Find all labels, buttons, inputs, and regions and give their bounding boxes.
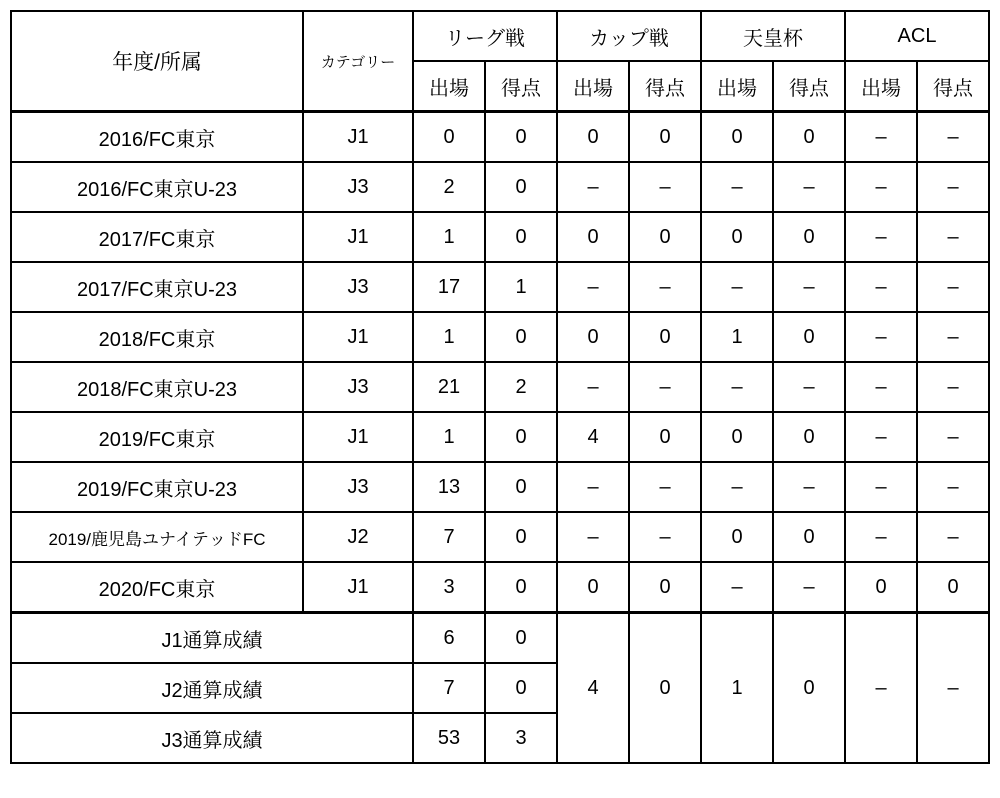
season-league-goals: 0 xyxy=(485,112,557,163)
season-row xyxy=(11,512,989,562)
season-row xyxy=(11,112,989,163)
season-acl-apps: – xyxy=(845,112,917,163)
season-team: 2017/FC東京U-23 xyxy=(11,262,303,312)
season-cup-apps: – xyxy=(557,162,629,212)
total-label: J3通算成績 xyxy=(11,713,413,763)
season-cup-goals: 0 xyxy=(629,112,701,163)
season-cup-apps: 0 xyxy=(557,562,629,613)
header-goals: 得点 xyxy=(485,61,557,112)
season-category: J1 xyxy=(303,112,413,163)
season-league-goals: 2 xyxy=(485,362,557,412)
season-league-goals: 0 xyxy=(485,162,557,212)
season-row xyxy=(11,562,989,613)
season-emperors-goals: – xyxy=(773,462,845,512)
season-category: J2 xyxy=(303,512,413,562)
season-acl-apps: – xyxy=(845,512,917,562)
season-acl-apps: – xyxy=(845,412,917,462)
season-acl-apps: – xyxy=(845,262,917,312)
season-category: J3 xyxy=(303,462,413,512)
season-cup-goals: 0 xyxy=(629,562,701,613)
season-cup-goals: – xyxy=(629,362,701,412)
season-row xyxy=(11,412,989,462)
season-league-goals: 0 xyxy=(485,412,557,462)
season-league-goals: 0 xyxy=(485,512,557,562)
season-league-goals: 0 xyxy=(485,212,557,262)
season-acl-apps: – xyxy=(845,312,917,362)
season-cup-apps: – xyxy=(557,262,629,312)
season-cup-apps: – xyxy=(557,462,629,512)
total-league-goals: 0 xyxy=(485,613,557,664)
total-acl-apps: – xyxy=(845,613,917,764)
season-team: 2018/FC東京U-23 xyxy=(11,362,303,412)
season-league-apps: 0 xyxy=(413,112,485,163)
season-acl-apps: 0 xyxy=(845,562,917,613)
season-acl-goals: – xyxy=(917,162,989,212)
season-emperors-apps: – xyxy=(701,362,773,412)
season-category: J1 xyxy=(303,312,413,362)
header-goals: 得点 xyxy=(917,61,989,112)
season-league-apps: 13 xyxy=(413,462,485,512)
season-row xyxy=(11,212,989,262)
total-league-goals: 3 xyxy=(485,713,557,763)
header-apps: 出場 xyxy=(701,61,773,112)
season-emperors-apps: – xyxy=(701,162,773,212)
season-acl-apps: – xyxy=(845,162,917,212)
season-cup-apps: 4 xyxy=(557,412,629,462)
season-row xyxy=(11,162,989,212)
total-emperors-apps: 1 xyxy=(701,613,773,764)
season-emperors-goals: 0 xyxy=(773,412,845,462)
season-league-apps: 21 xyxy=(413,362,485,412)
season-acl-goals: – xyxy=(917,212,989,262)
season-category: J3 xyxy=(303,362,413,412)
season-acl-goals: – xyxy=(917,362,989,412)
season-acl-goals: – xyxy=(917,112,989,163)
season-cup-apps: – xyxy=(557,362,629,412)
header-category: カテゴリー xyxy=(303,11,413,112)
header-apps: 出場 xyxy=(413,61,485,112)
season-league-goals: 0 xyxy=(485,562,557,613)
season-emperors-apps: 0 xyxy=(701,412,773,462)
season-team: 2016/FC東京 xyxy=(11,112,303,163)
season-cup-goals: – xyxy=(629,262,701,312)
season-cup-apps: – xyxy=(557,512,629,562)
season-team: 2020/FC東京 xyxy=(11,562,303,613)
header-goals: 得点 xyxy=(773,61,845,112)
season-cup-goals: 0 xyxy=(629,412,701,462)
season-emperors-goals: 0 xyxy=(773,112,845,163)
season-emperors-apps: – xyxy=(701,462,773,512)
season-league-goals: 0 xyxy=(485,312,557,362)
season-emperors-goals: – xyxy=(773,362,845,412)
season-emperors-goals: 0 xyxy=(773,512,845,562)
player-stats-table xyxy=(10,10,990,764)
season-team: 2016/FC東京U-23 xyxy=(11,162,303,212)
season-emperors-apps: – xyxy=(701,262,773,312)
total-label: J2通算成績 xyxy=(11,663,413,713)
season-row xyxy=(11,262,989,312)
season-team: 2019/鹿児島ユナイテッドFC xyxy=(11,512,303,562)
season-league-apps: 1 xyxy=(413,212,485,262)
season-row xyxy=(11,312,989,362)
season-cup-goals: 0 xyxy=(629,312,701,362)
season-rows xyxy=(11,112,989,613)
header-emperors-cup: 天皇杯 xyxy=(701,11,845,61)
season-acl-apps: – xyxy=(845,462,917,512)
season-cup-apps: 0 xyxy=(557,312,629,362)
total-cup-goals: 0 xyxy=(629,613,701,764)
season-acl-goals: – xyxy=(917,512,989,562)
season-team: 2017/FC東京 xyxy=(11,212,303,262)
season-row xyxy=(11,462,989,512)
total-emperors-goals: 0 xyxy=(773,613,845,764)
season-acl-apps: – xyxy=(845,362,917,412)
total-league-apps: 7 xyxy=(413,663,485,713)
season-category: J1 xyxy=(303,212,413,262)
season-cup-goals: – xyxy=(629,162,701,212)
season-emperors-apps: 0 xyxy=(701,212,773,262)
season-league-apps: 7 xyxy=(413,512,485,562)
season-row xyxy=(11,362,989,412)
season-acl-goals: – xyxy=(917,262,989,312)
totals-rows xyxy=(11,613,989,764)
total-acl-goals: – xyxy=(917,613,989,764)
season-emperors-goals: – xyxy=(773,262,845,312)
season-emperors-apps: – xyxy=(701,562,773,613)
season-cup-apps: 0 xyxy=(557,112,629,163)
season-emperors-goals: – xyxy=(773,562,845,613)
total-league-apps: 53 xyxy=(413,713,485,763)
season-acl-goals: 0 xyxy=(917,562,989,613)
season-emperors-apps: 0 xyxy=(701,112,773,163)
header-acl: ACL xyxy=(845,11,989,61)
season-league-apps: 1 xyxy=(413,412,485,462)
season-category: J1 xyxy=(303,412,413,462)
season-league-apps: 3 xyxy=(413,562,485,613)
header-row-1 xyxy=(11,11,989,61)
season-emperors-apps: 1 xyxy=(701,312,773,362)
season-league-apps: 17 xyxy=(413,262,485,312)
header-apps: 出場 xyxy=(845,61,917,112)
season-category: J3 xyxy=(303,262,413,312)
season-league-apps: 2 xyxy=(413,162,485,212)
season-team: 2018/FC東京 xyxy=(11,312,303,362)
season-category: J1 xyxy=(303,562,413,613)
stats-table-container xyxy=(10,10,990,764)
season-league-apps: 1 xyxy=(413,312,485,362)
total-league-apps: 6 xyxy=(413,613,485,664)
total-league-goals: 0 xyxy=(485,663,557,713)
season-cup-apps: 0 xyxy=(557,212,629,262)
season-cup-goals: – xyxy=(629,462,701,512)
season-acl-goals: – xyxy=(917,462,989,512)
header-apps: 出場 xyxy=(557,61,629,112)
season-category: J3 xyxy=(303,162,413,212)
season-acl-goals: – xyxy=(917,312,989,362)
season-cup-goals: 0 xyxy=(629,212,701,262)
season-emperors-goals: 0 xyxy=(773,312,845,362)
total-row-j1 xyxy=(11,613,989,664)
season-emperors-goals: 0 xyxy=(773,212,845,262)
season-cup-goals: – xyxy=(629,512,701,562)
header-cup: カップ戦 xyxy=(557,11,701,61)
season-emperors-apps: 0 xyxy=(701,512,773,562)
season-league-goals: 0 xyxy=(485,462,557,512)
season-league-goals: 1 xyxy=(485,262,557,312)
total-label: J1通算成績 xyxy=(11,613,413,664)
season-emperors-goals: – xyxy=(773,162,845,212)
season-team: 2019/FC東京 xyxy=(11,412,303,462)
total-cup-apps: 4 xyxy=(557,613,629,764)
header-goals: 得点 xyxy=(629,61,701,112)
season-team: 2019/FC東京U-23 xyxy=(11,462,303,512)
season-acl-apps: – xyxy=(845,212,917,262)
season-acl-goals: – xyxy=(917,412,989,462)
header-league: リーグ戦 xyxy=(413,11,557,61)
header-team: 年度/所属 xyxy=(11,11,303,112)
